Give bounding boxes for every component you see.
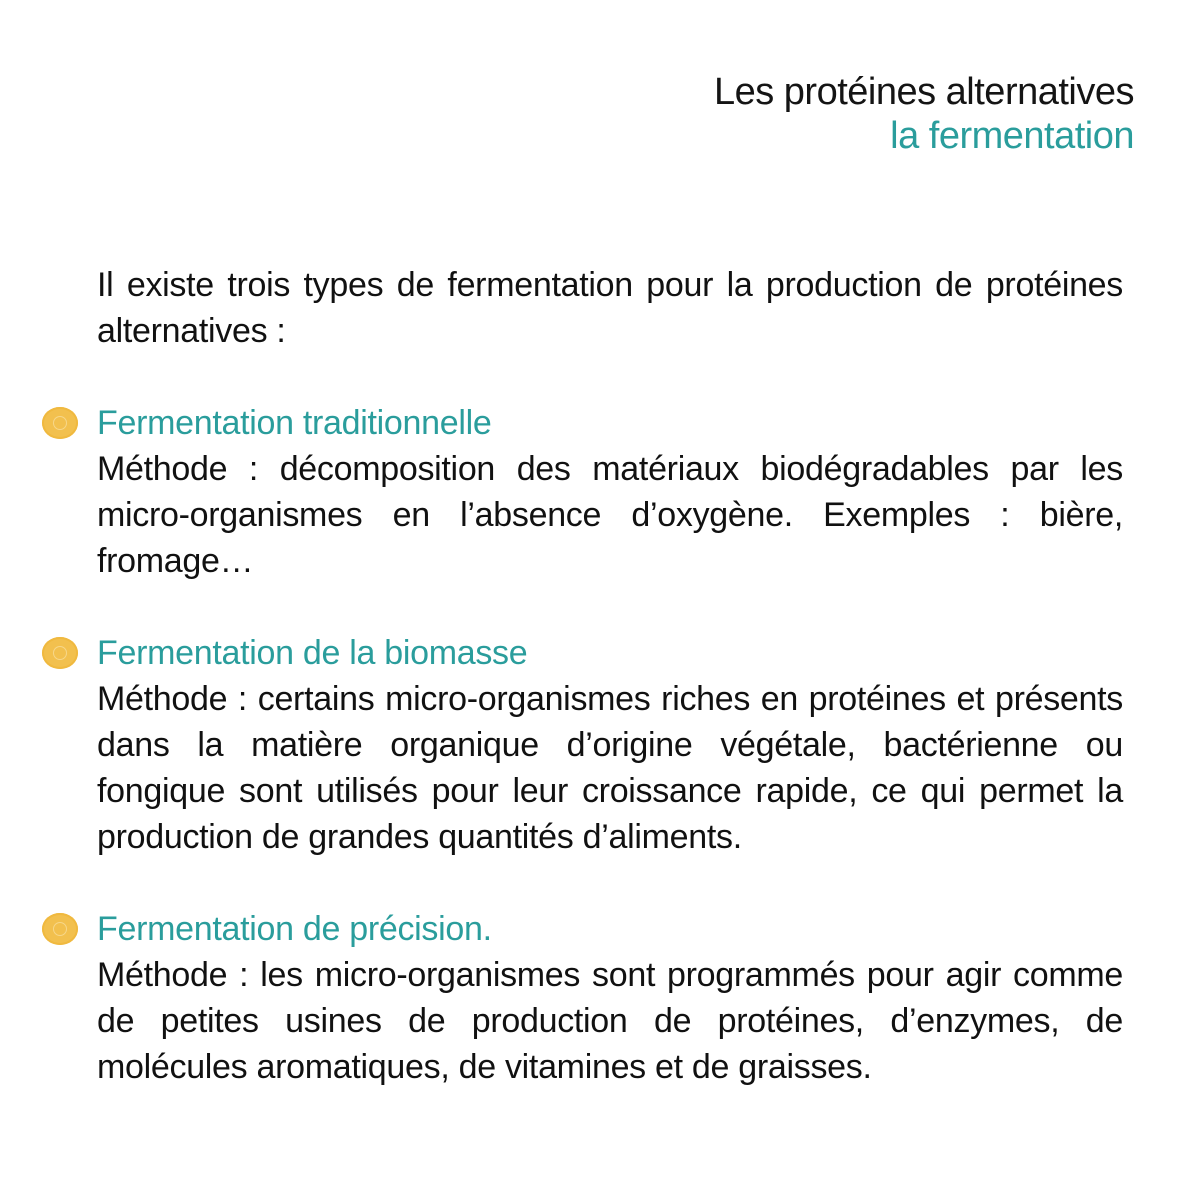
section-body: Méthode : décomposition des matériaux biodégradables par les micro-organismes en l’absence d’oxygène. Exemples : bière, fromage… [97,450,1123,580]
section-title: Fermentation traditionnelle [97,404,492,442]
section-title: Fermentation de la biomasse [97,634,528,672]
section-traditional [97,400,1123,584]
section-body: Méthode : certains micro-organismes riches en protéines et présents dans la matière organique d’origine végétale, bactérienne ou fongique sont utilisés pour leur croissance rapide, ce qui permet la production de grandes quantités d’aliments. [97,680,1123,856]
section-precision [97,906,1123,1090]
coin-bullet-icon [42,913,78,945]
section-biomass [97,630,1123,860]
section-body: Méthode : les micro-organismes sont programmés pour agir comme de petites usines de production de protéines, d’enzymes, de molécules aromatiques, de vitamines et de graisses. [97,956,1123,1086]
coin-bullet-icon [42,407,78,439]
main-content [97,262,1123,1090]
page-header [714,70,1134,158]
section-title: Fermentation de précision. [97,910,492,948]
intro-paragraph: Il existe trois types de fermentation pour la production de protéines alternatives : [97,266,1123,350]
page-subtitle: la fermentation [890,115,1134,157]
page-title: Les protéines alternatives [713,71,1134,113]
coin-bullet-icon [42,637,78,669]
